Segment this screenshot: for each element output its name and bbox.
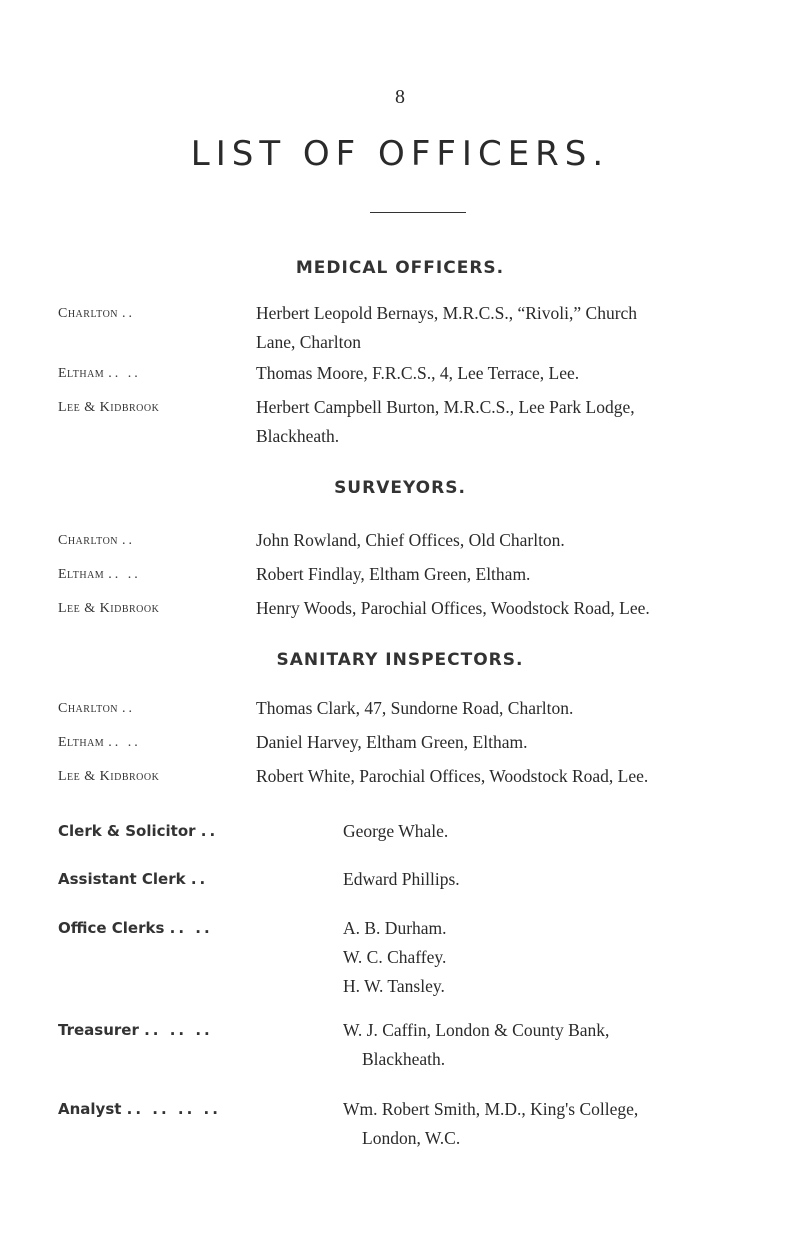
district-label: Charlton .. (58, 533, 136, 548)
officer-details: Thomas Moore, F.R.C.S., 4, Lee Terrace, Lee. (256, 363, 580, 383)
divider (370, 212, 466, 213)
role-label: Clerk & Solicitor .. (58, 822, 219, 840)
officer-details: Herbert Leopold Bernays, M.R.C.S., “Rivoli,” Church Lane, Charlton (256, 303, 638, 352)
officer-details: Robert Findlay, Eltham Green, Eltham. (256, 564, 531, 584)
officer-details: Henry Woods, Parochial Offices, Woodstock Road, Lee. (256, 598, 650, 618)
list-item (58, 1095, 778, 1153)
officer-details: John Rowland, Chief Offices, Old Charlton. (256, 530, 565, 550)
list-item (58, 728, 778, 757)
list-item (58, 914, 778, 1001)
officer-details: A. B. Durham. W. C. Chaffey. H. W. Tansley. (343, 918, 447, 996)
officer-details: Thomas Clark, 47, Sundorne Road, Charlton. (256, 698, 574, 718)
district-label: Eltham .. .. (58, 735, 141, 750)
role-label: Analyst .. .. .. .. (58, 1100, 221, 1118)
section-heading-medical: MEDICAL OFFICERS. (295, 258, 505, 278)
district-label: Charlton .. (58, 306, 136, 321)
list-item (58, 694, 778, 723)
page-number: 8 (395, 86, 405, 108)
officer-details: Daniel Harvey, Eltham Green, Eltham. (256, 732, 528, 752)
role-label: Office Clerks .. .. (58, 919, 213, 937)
officer-details: Herbert Campbell Burton, M.R.C.S., Lee Park Lodge, Blackheath. (256, 397, 635, 446)
list-item (58, 762, 778, 791)
list-item (58, 359, 778, 388)
district-label: Charlton .. (58, 701, 136, 716)
list-item (58, 865, 778, 894)
officer-details: Robert White, Parochial Offices, Woodstock Road, Lee. (256, 766, 649, 786)
officer-details: Edward Phillips. (343, 869, 460, 889)
list-item (58, 526, 778, 555)
district-label: Eltham .. .. (58, 567, 141, 582)
list-item (58, 299, 778, 357)
list-item (58, 817, 778, 846)
district-label: Lee & Kidbrook (58, 769, 160, 784)
role-label: Assistant Clerk .. (58, 870, 209, 888)
officer-details: W. J. Caffin, London & County Bank, Blackheath. (343, 1020, 610, 1069)
list-item (58, 560, 778, 589)
officer-details: George Whale. (343, 821, 449, 841)
list-item (58, 1016, 778, 1074)
section-heading-sanitary: SANITARY INSPECTORS. (276, 650, 524, 670)
district-label: Lee & Kidbrook (58, 601, 160, 616)
district-label: Eltham .. .. (58, 366, 141, 381)
page-title: LIST OF OFFICERS. (190, 134, 610, 174)
role-label: Treasurer .. .. .. (58, 1021, 213, 1039)
district-label: Lee & Kidbrook (58, 400, 160, 415)
list-item (58, 594, 778, 623)
section-heading-surveyors: SURVEYORS. (334, 478, 466, 498)
officer-details: Wm. Robert Smith, M.D., King's College, London, W.C. (343, 1099, 639, 1148)
list-item (58, 393, 778, 451)
